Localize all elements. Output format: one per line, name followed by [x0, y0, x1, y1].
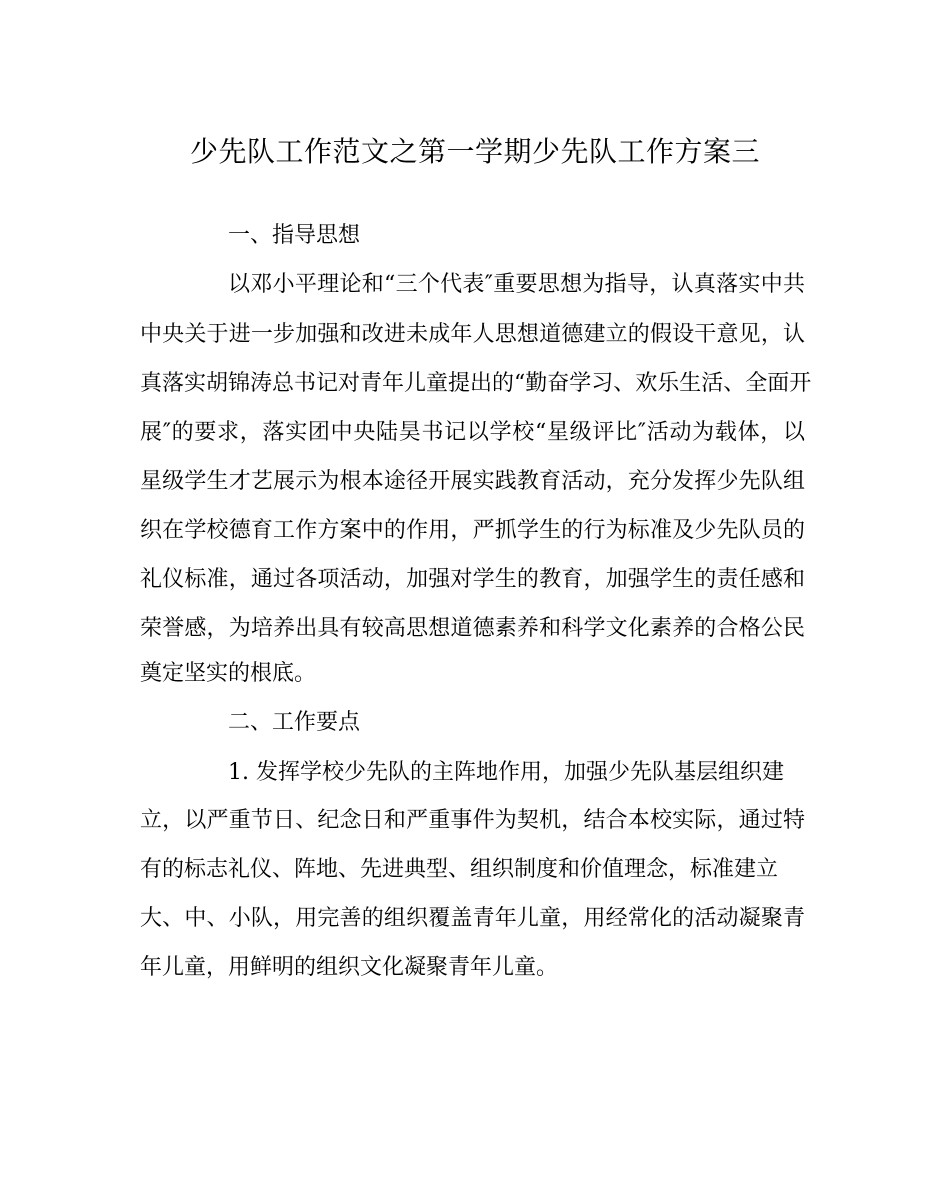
- paragraph-line: 织在学校德育工作方案中的作用，严抓学生的行为标准及少先队员的: [140, 518, 805, 543]
- paragraph-line: 展″的要求，落实团中央陆昊书记以学校“星级评比″活动为载体，以: [140, 420, 805, 445]
- paragraph-line: 荣誉感，为培养出具有较高思想道德素养和科学文化素养的合格公民: [140, 616, 805, 641]
- paragraph-line: 大、中、小队，用完善的组织覆盖青年儿童，用经常化的活动凝聚青: [140, 906, 805, 931]
- section-heading-1: 一、指导思想: [228, 223, 361, 248]
- paragraph-line: 奠定坚实的根底。: [140, 661, 317, 686]
- paragraph-line: 有的标志礼仪、阵地、先进典型、组织制度和价值理念，标准建立: [140, 857, 779, 882]
- paragraph-line: 中央关于进一步加强和改进未成年人思想道德建立的假设干意见，认: [140, 322, 805, 347]
- document-title: 少先队工作范文之第一学期少先队工作方案三: [189, 135, 760, 168]
- paragraph-line: 礼仪标准，通过各项活动，加强对学生的教育，加强学生的责任感和: [140, 567, 805, 592]
- paragraph-line: 以邓小平理论和“三个代表″重要思想为指导，认真落实中共: [228, 272, 805, 297]
- section-heading-2: 二、工作要点: [228, 710, 361, 735]
- paragraph-line: 星级学生才艺展示为根本途径开展实践教育活动，充分发挥少先队组: [140, 469, 805, 494]
- paragraph-line: 真落实胡锦涛总书记对青年儿童提出的“勤奋学习、欢乐生活、全面开: [140, 371, 812, 396]
- paragraph-line: 立，以严重节日、纪念日和严重事件为契机，结合本校实际，通过特: [140, 808, 805, 833]
- paragraph-line: 1. 发挥学校少先队的主阵地作用，加强少先队基层组织建: [228, 760, 784, 785]
- paragraph-line: 年儿童，用鲜明的组织文化凝聚青年儿童。: [140, 955, 559, 980]
